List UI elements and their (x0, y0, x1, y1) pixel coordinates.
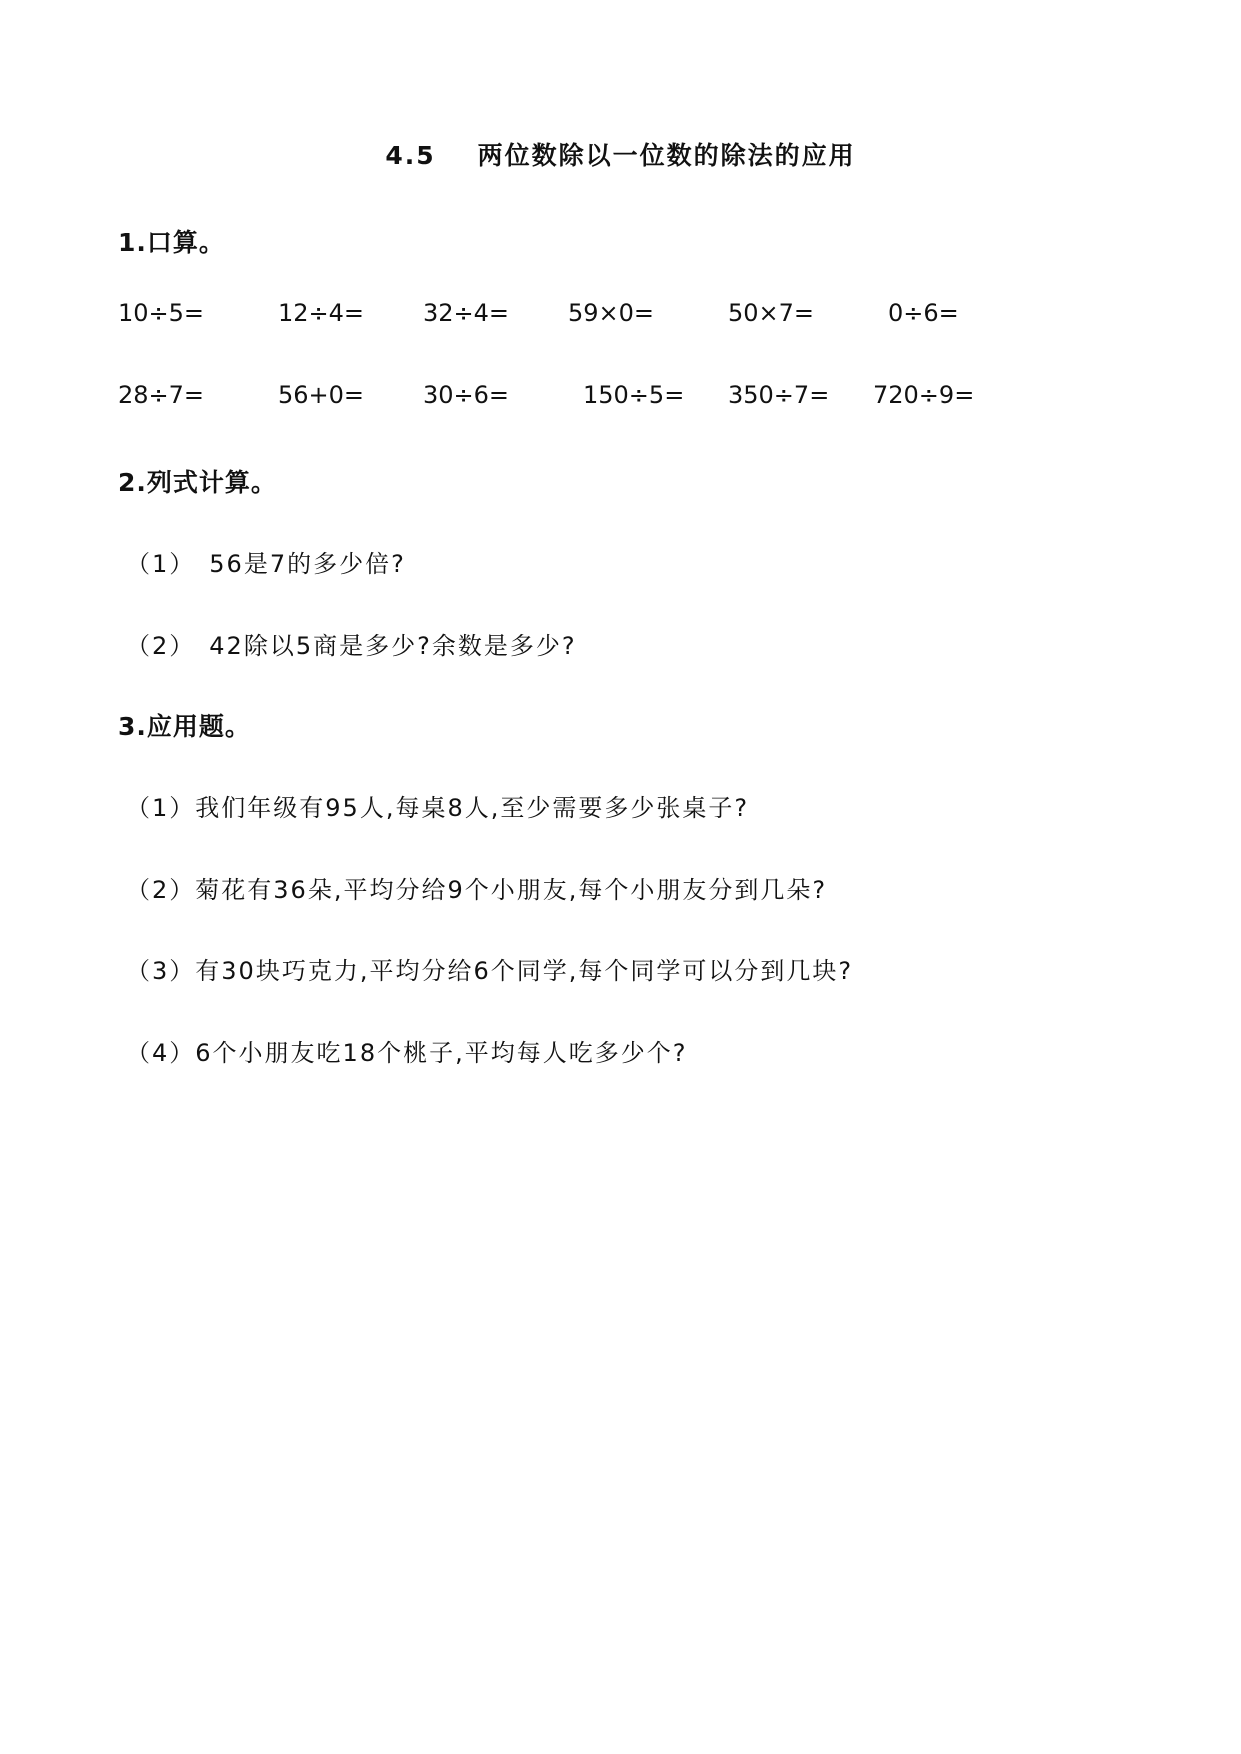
oral-calc-item: 50×7= (728, 299, 815, 327)
item-text: 有30块巧克力,平均分给6个同学,每个同学可以分到几块? (195, 957, 854, 985)
word-problem-1 (126, 788, 749, 823)
oral-calc-row-1 (0, 299, 1241, 339)
title-text: 两位数除以一位数的除法的应用 (477, 141, 856, 170)
section-3-heading: 3.应用题。 (118, 712, 251, 741)
item-text: 我们年级有95人,每桌8人,至少需要多少张桌子? (195, 794, 750, 822)
item-text: 6个小朋友吃18个桃子,平均每人吃多少个? (195, 1039, 688, 1067)
written-calc-item-1 (126, 544, 406, 579)
item-index: （4） (126, 1039, 196, 1067)
oral-calc-item: 150÷5= (583, 381, 685, 409)
oral-calc-item: 10÷5= (118, 299, 205, 327)
oral-calc-item: 56+0= (278, 381, 365, 409)
oral-calc-item: 350÷7= (728, 381, 830, 409)
oral-calc-item: 0÷6= (888, 299, 959, 327)
item-text: 56是7的多少倍? (209, 550, 406, 578)
page-title (0, 136, 1241, 172)
section-2-heading: 2.列式计算。 (118, 468, 277, 497)
item-index: （1） (126, 550, 196, 578)
word-problem-2 (126, 870, 827, 905)
oral-calc-item: 12÷4= (278, 299, 365, 327)
section-1-heading: 1.口算。 (118, 228, 225, 257)
oral-calc-item: 32÷4= (423, 299, 510, 327)
oral-calc-item: 59×0= (568, 299, 655, 327)
item-index: （2） (126, 632, 196, 660)
word-problem-4 (126, 1033, 687, 1068)
title-number: 4.5 (385, 141, 436, 170)
oral-calc-item: 30÷6= (423, 381, 510, 409)
oral-calc-row-2 (0, 381, 1241, 421)
item-index: （1） (126, 794, 196, 822)
item-index: （2） (126, 876, 196, 904)
oral-calc-item: 720÷9= (873, 381, 975, 409)
item-text: 菊花有36朵,平均分给9个小朋友,每个小朋友分到几朵? (195, 876, 828, 904)
item-text: 42除以5商是多少?余数是多少? (209, 632, 577, 660)
item-index: （3） (126, 957, 196, 985)
oral-calc-item: 28÷7= (118, 381, 205, 409)
written-calc-item-2 (126, 626, 577, 661)
word-problem-3 (126, 951, 853, 986)
